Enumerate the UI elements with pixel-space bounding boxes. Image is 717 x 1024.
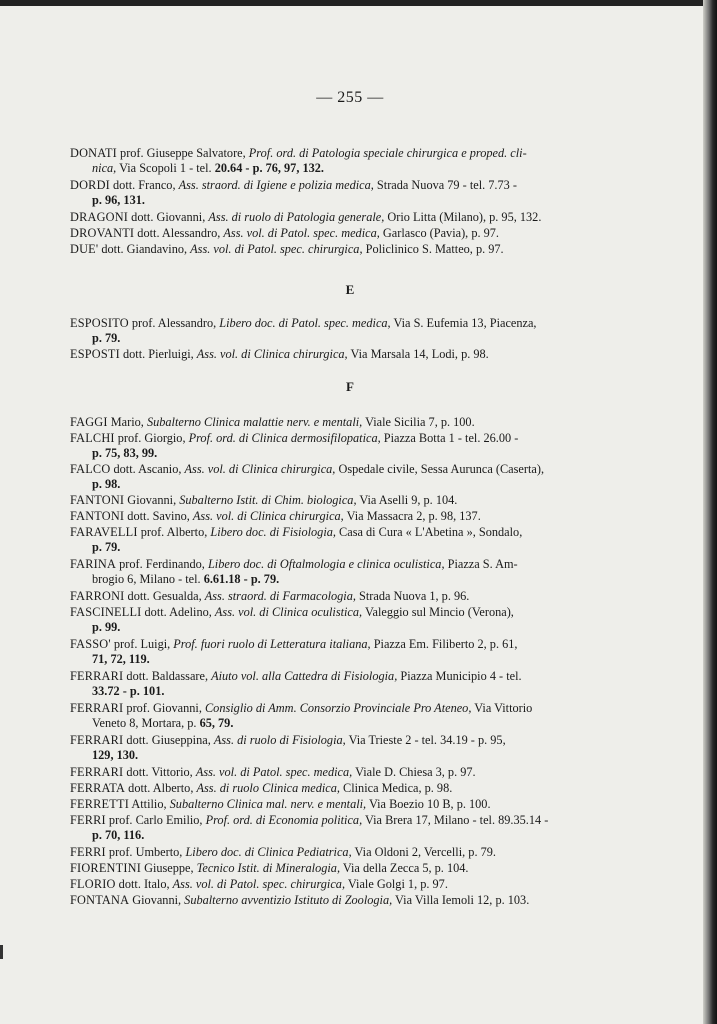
entry-surname: FERRI (70, 813, 106, 827)
entry-title: Ass. straord. di Igiene e polizia medica, (178, 178, 374, 192)
directory-entry (70, 557, 602, 587)
entry-address: Garlasco (Pavia), p. 97. (379, 226, 499, 240)
directory-entry (70, 765, 602, 780)
entry-pages: p. 96, 131. (92, 193, 145, 207)
entry-address: Valeggio sul Mincio (Verona), (362, 605, 514, 619)
entry-name: prof. Luigi, (110, 637, 174, 651)
directory-entry (70, 669, 602, 699)
entry-pages: 6.61.18 - p. 79. (203, 572, 280, 586)
entry-title: Prof. ord. di Clinica dermosifilopatica, (188, 431, 381, 445)
entry-address: Via Aselli 9, p. 104. (356, 493, 458, 507)
entry-name: prof. Alessandro, (128, 316, 220, 330)
entry-address: Clinica Medica, p. 98. (339, 781, 453, 795)
entry-title: Subalterno Clinica malattie nerv. e mentali, (146, 415, 363, 429)
entry-pages: 129, 130. (92, 748, 139, 762)
entry-title: Ass. vol. di Patol. spec. medica, (195, 765, 353, 779)
entry-address-cont: brogio 6, Milano - tel. (92, 572, 204, 586)
entry-pages: p. 70, 116. (92, 828, 145, 842)
entry-address: Via Vittorio (471, 701, 533, 715)
directory-entry (70, 316, 602, 346)
entry-name: dott. Alberto, (125, 781, 197, 795)
entry-pages: 71, 72, 119. (92, 652, 150, 666)
entry-name: Giovanni, (124, 493, 180, 507)
directory-entry (70, 226, 602, 241)
entry-address: Via S. Eufemia 13, Piacenza, (390, 316, 537, 330)
entry-surname: DONATI (70, 146, 117, 160)
scan-top-edge (0, 0, 717, 6)
directory-entry (70, 845, 602, 860)
entry-title: Prof. ord. di Patologia speciale chirurgica e proped. cli- (248, 146, 527, 160)
directory-entry (70, 637, 602, 667)
entry-title: Consiglio di Amm. Consorzio Provinciale Pro Ateneo, (204, 701, 472, 715)
entry-address: Orio Litta (Milano), p. 95, 132. (384, 210, 542, 224)
entry-pages: p. 75, 83, 99. (92, 446, 158, 460)
entry-address: Via della Zecca 5, p. 104. (340, 861, 469, 875)
entry-address-cont: Via Scopoli 1 - tel. (116, 161, 215, 175)
entry-surname: FAGGI (70, 415, 108, 429)
entry-name: dott. Vittorio, (123, 765, 196, 779)
entry-name: prof. Giovanni, (123, 701, 205, 715)
entry-address: Piazza Municipio 4 - tel. (397, 669, 522, 683)
entry-name: prof. Umberto, (105, 845, 186, 859)
directory-entry (70, 462, 602, 492)
entry-address: Viale Sicilia 7, p. 100. (362, 415, 475, 429)
directory-entry (70, 415, 602, 430)
entry-surname: FARAVELLI (70, 525, 138, 539)
entry-address: Policlinico S. Matteo, p. 97. (362, 242, 504, 256)
directory-entry (70, 178, 602, 208)
entry-pages: p. 99. (92, 620, 121, 634)
entry-surname: FALCHI (70, 431, 115, 445)
entry-surname: FERRARI (70, 765, 124, 779)
entry-address: Piazza Em. Filiberto 2, p. 61, (370, 637, 518, 651)
entry-address: Via Oldoni 2, Vercelli, p. 79. (351, 845, 496, 859)
entry-name: prof. Giuseppe Salvatore, (116, 146, 249, 160)
entry-surname: FLORIO (70, 877, 116, 891)
entry-title: Ass. di ruolo di Patologia generale, (208, 210, 385, 224)
directory-entry (70, 781, 602, 796)
entry-address: Casa di Cura « L'Abetina », Sondalo, (335, 525, 523, 539)
entry-address-cont: Veneto 8, Mortara, p. (92, 716, 200, 730)
directory-entry (70, 210, 602, 225)
entry-title: Ass. vol. di Clinica chirurgica, (192, 509, 344, 523)
entry-surname: ESPOSITO (70, 316, 129, 330)
entry-surname: FANTONI (70, 493, 125, 507)
entry-pages: p. 98. (92, 477, 121, 491)
entry-address: Via Massacra 2, p. 98, 137. (343, 509, 481, 523)
entry-name: prof. Alberto, (137, 525, 211, 539)
entry-name: dott. Italo, (115, 877, 173, 891)
entry-name: prof. Carlo Emilio, (105, 813, 206, 827)
entry-surname: FERRARI (70, 669, 124, 683)
entry-address: Via Boezio 10 B, p. 100. (366, 797, 491, 811)
entry-surname: DORDI (70, 178, 110, 192)
entry-surname: FALCO (70, 462, 111, 476)
scan-binding-shadow (703, 0, 717, 1024)
entry-name: dott. Giuseppina, (123, 733, 214, 747)
directory-entry (70, 493, 602, 508)
entry-address: Strada Nuova 1, p. 96. (355, 589, 470, 603)
directory-entry (70, 146, 602, 176)
entry-surname: FONTANA (70, 893, 130, 907)
directory-entry (70, 797, 602, 812)
directory-entry (70, 431, 602, 461)
directory-entry (70, 605, 602, 635)
entry-title: Ass. straord. di Farmacologia, (204, 589, 356, 603)
directory-entry (70, 877, 602, 892)
scan-margin-mark (0, 945, 3, 959)
page-number: — 255 — (316, 89, 384, 106)
entry-name: dott. Alessandro, (134, 226, 224, 240)
entry-name: dott. Pierluigi, (119, 347, 197, 361)
entry-title: Ass. vol. di Patol. spec. chirurgica, (172, 877, 346, 891)
entry-surname: FERRARI (70, 733, 124, 747)
entry-address: Via Brera 17, Milano - tel. 89.35.14 - (362, 813, 549, 827)
entry-surname: ESPOSTI (70, 347, 120, 361)
entry-pages: 33.72 - p. 101. (92, 684, 165, 698)
directory-entry (70, 701, 602, 731)
entry-surname: DRAGONI (70, 210, 129, 224)
entry-surname: FERRETTI (70, 797, 129, 811)
entry-surname: FERRARI (70, 701, 124, 715)
directory-entry (70, 733, 602, 763)
directory-entry (70, 242, 602, 257)
directory-entry (70, 893, 602, 908)
entry-title: Ass. di ruolo Clinica medica, (196, 781, 340, 795)
directory-entry (70, 347, 602, 362)
entry-name: dott. Giandavino, (98, 242, 191, 256)
entry-title: Libero doc. di Clinica Pediatrica, (185, 845, 352, 859)
entry-address: Viale D. Chiesa 3, p. 97. (352, 765, 476, 779)
entry-name: Giovanni, (129, 893, 185, 907)
entry-name: Mario, (107, 415, 147, 429)
entry-surname: DROVANTI (70, 226, 135, 240)
entry-name: dott. Adelino, (141, 605, 215, 619)
entry-title: Libero doc. di Oftalmologia e clinica oculistica, (207, 557, 445, 571)
entry-surname: FERRI (70, 845, 106, 859)
entry-surname: FANTONI (70, 509, 125, 523)
entry-surname: FIORENTINI (70, 861, 141, 875)
entry-name: Giuseppe, (141, 861, 197, 875)
entry-title: Ass. di ruolo di Fisiologia, (213, 733, 346, 747)
entry-surname: FERRATA (70, 781, 126, 795)
entry-title: Ass. vol. di Patol. spec. chirurgica, (190, 242, 363, 256)
entry-name: Attilio, (128, 797, 170, 811)
entry-title-cont: nica, (92, 161, 117, 175)
entry-pages: p. 79. (92, 331, 121, 345)
entry-name: dott. Franco, (109, 178, 179, 192)
entry-name: dott. Gesualda, (124, 589, 205, 603)
entry-address: Via Marsala 14, Lodi, p. 98. (347, 347, 489, 361)
entry-address: Via Villa Iemoli 12, p. 103. (392, 893, 530, 907)
entry-name: prof. Ferdinando, (116, 557, 208, 571)
entry-name: dott. Ascanio, (110, 462, 185, 476)
entry-surname: DUE' (70, 242, 99, 256)
entry-surname: FASCINELLI (70, 605, 142, 619)
entry-title: Subalterno Istit. di Chim. biologica, (179, 493, 357, 507)
entry-pages: 20.64 - p. 76, 97, 132. (214, 161, 324, 175)
directory-entry (70, 589, 602, 604)
entry-title: Prof. ord. di Economia politica, (205, 813, 363, 827)
section-letter-e: E (345, 282, 355, 297)
entry-title: Ass. vol. di Clinica chirurgica, (196, 347, 348, 361)
entry-pages: 65, 79. (199, 716, 234, 730)
entry-name: prof. Giorgio, (114, 431, 189, 445)
entry-title: Prof. fuori ruolo di Letteratura italiana, (173, 637, 371, 651)
entry-surname: FARINA (70, 557, 117, 571)
entry-title: Ass. vol. di Clinica chirurgica, (184, 462, 336, 476)
entry-address: Via Trieste 2 - tel. 34.19 - p. 95, (345, 733, 506, 747)
entry-pages: p. 79. (92, 540, 121, 554)
directory-entry (70, 509, 602, 524)
entry-name: dott. Savino, (124, 509, 193, 523)
entry-title: Ass. vol. di Patol. spec. medica, (223, 226, 380, 240)
directory-entry (70, 861, 602, 876)
entry-address: Strada Nuova 79 - tel. 7.73 - (373, 178, 517, 192)
entry-title: Libero doc. di Fisiologia, (210, 525, 336, 539)
entry-title: Subalterno avventizio Istituto di Zoologia, (184, 893, 393, 907)
section-letter-f: F (346, 379, 354, 394)
entry-title: Tecnico Istit. di Mineralogia, (196, 861, 341, 875)
directory-entry (70, 813, 602, 843)
entry-title: Libero doc. di Patol. spec. medica, (219, 316, 391, 330)
entry-name: dott. Giovanni, (128, 210, 209, 224)
entry-address: Viale Golgi 1, p. 97. (345, 877, 448, 891)
entry-address: Piazza Botta 1 - tel. 26.00 - (380, 431, 519, 445)
entry-surname: FARRONI (70, 589, 125, 603)
directory-entry (70, 525, 602, 555)
entry-title: Ass. vol. di Clinica oculistica, (214, 605, 363, 619)
entry-name: dott. Baldassare, (123, 669, 212, 683)
entry-address: Piazza S. Am- (444, 557, 518, 571)
entry-title: Aiuto vol. alla Cattedra di Fisiologia, (211, 669, 398, 683)
entry-title: Subalterno Clinica mal. nerv. e mentali, (169, 797, 367, 811)
entry-surname: FASSO' (70, 637, 111, 651)
entry-address: Ospedale civile, Sessa Aurunca (Caserta), (335, 462, 545, 476)
